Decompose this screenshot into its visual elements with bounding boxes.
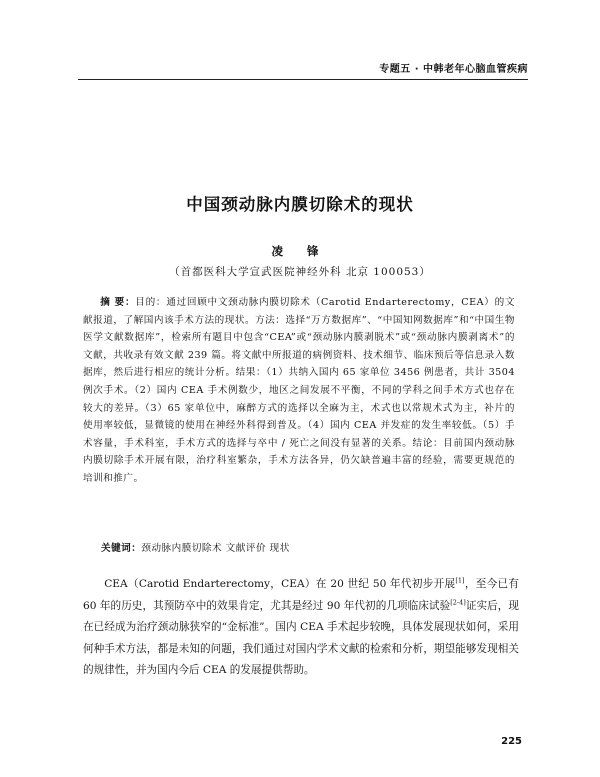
body-text-part-1: CEA（Carotid Endarterectomy，CEA）在 20 世纪 50 年代初步开展 bbox=[104, 578, 456, 590]
author-affiliation: （首都医科大学宣武医院神经外科 北京 100053） bbox=[169, 266, 431, 278]
keywords-text: 颈动脉内膜切除术 文献评价 现状 bbox=[141, 543, 290, 554]
body-text bbox=[83, 574, 519, 682]
keywords-label: 关键词： bbox=[101, 543, 142, 554]
running-header: 专题五 · 中韩老年心脑血管疾病 bbox=[379, 64, 528, 75]
abstract-text: 目的：通过回顾中文颈动脉内膜切除术（Carotid Endarterectomy，CEA）的文献报道，了解国内该手术方法的现状。方法：选择“万方数据库”、“中国知网数据库”和“中国生物医学文献数据库”，检索所有题目中包含“CEA”或“颈动脉内膜剥脱术”或“颈动脉内膜剥离术”的文献，共收录有效文献 239 篇。将文献中所报道的病例资料、技术细节、临床预后等信息录入数据库，然后进行相应的统计分析。结果：（1）共纳入国内 65 家单位 3456 例患者，共计 3504 例次手术。（2）国内 CEA 手术例数少，地区之间发展不平衡，不同的学科之间手术方式也存在较大的差异。（3）65 家单位中，麻醉方式的选择以全麻为主，术式也以常规术式为主，补片的使用率较低，显微镜的使用在神经外科得到普及。（4）国内 CEA 并发症的发生率较低。（5）手术容量，手术科室，手术方式的选择与卒中 / 死亡之间没有显著的关系。结论：目前国内颈动脉内膜切除手术开展有限，治疗科室繁杂，手术方法各异，仍欠缺普遍丰富的经验，需要更规范的培训和推广。 bbox=[83, 297, 515, 484]
page-number: 225 bbox=[501, 736, 522, 747]
body-text-part-3: 证实后，现在已经成为治疗颈动脉狭窄的“金标准”。国内 CEA 手术起步较晚，具体发展现状如何，采用何种手术方法，都是未知的问题，我们通过对国内学术文献的检索和分析，期望能够发现相关的规律性，并为国内今后 CEA 的发展提供帮助。 bbox=[83, 599, 520, 677]
body-text-part-2: ，至今已有 60 年的历史，其预防卒中的效果肯定，尤其是经过 90 年代初的几项临床试验 bbox=[83, 578, 519, 612]
body-paragraph bbox=[83, 574, 519, 682]
citation-ref-2-4: [2-4] bbox=[450, 598, 466, 607]
abstract-block bbox=[83, 294, 515, 488]
article-author: 凌 锋 bbox=[271, 244, 329, 258]
keywords-block bbox=[101, 540, 521, 557]
header-rule bbox=[78, 79, 528, 80]
abstract-label: 摘 要： bbox=[100, 297, 136, 308]
citation-ref-1: [1] bbox=[455, 576, 465, 585]
article-title: 中国颈动脉内膜切除术的现状 bbox=[186, 195, 414, 214]
